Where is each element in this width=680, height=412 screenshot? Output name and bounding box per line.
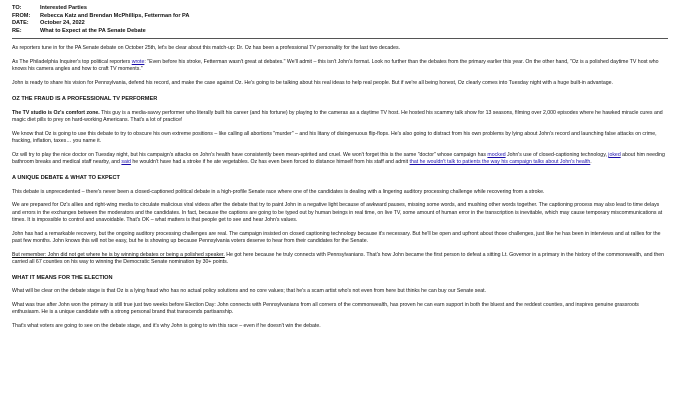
joked-link[interactable]: joked bbox=[608, 151, 621, 158]
tv-p3-text-a: Oz will try to play the nice doctor on Tuesday night, but his campaign's attacks on John's health have consistently been mean-spirited and cruel. We won't forget this is the same "doctor" whose campaign has bbox=[12, 151, 488, 158]
tv-p3-text-b: John's use of closed-captioning technology, bbox=[505, 151, 609, 158]
said-link[interactable]: said bbox=[121, 158, 131, 165]
memo-from-label: FROM: bbox=[12, 12, 31, 19]
election-paragraph-2: What was true after John won the primary is still true just two weeks before Election Day: John connects with Pennsylvanians from all corners of the commonwealth, has proven he can earn support in both the bluest and the reddest counties, and inspires genuine grassroots enthusiasm. He is a unique candidate with a strong personal brand that transcends partisanship. bbox=[12, 302, 639, 316]
memo-to-value: Interested Parties bbox=[40, 5, 87, 11]
memo-header bbox=[12, 5, 668, 35]
patients-link[interactable]: that he wouldn't talk to patients the way his campaign talks about John's health bbox=[409, 158, 591, 165]
intro-paragraph-1: As reporters tune in for the PA Senate debate on October 25th, let's be clear about this match-up: Dr. Oz has been a professional TV personality for the last two decades. bbox=[12, 45, 401, 52]
memo-from-row bbox=[12, 13, 668, 21]
debate-p4-text: He got here because he truly connects with Pennsylvanians. That's how John became the first person to defeat a sitting Lt. Governor in a primary in the history of the commonwealth, and then carried all 67 counties on his way to winning the Democratic Senate nomination by 30+ points. bbox=[12, 251, 665, 265]
section-heading-unique-debate: A UNIQUE DEBATE & WHAT TO EXPECT bbox=[12, 175, 120, 182]
debate-paragraph-1: This debate is unprecedented – there's never been a closed-captioned political debate in a high-profile Senate race where one of the candidates is dealing with a lingering auditory processing challenge while recovering from a stroke. bbox=[12, 188, 545, 195]
tv-paragraph-3 bbox=[12, 152, 668, 166]
inquirer-wrote-link[interactable]: wrote bbox=[131, 59, 145, 66]
tv-paragraph-1 bbox=[12, 110, 668, 124]
intro-p2-text-a: As The Philadelphia Inquirer's top political reporters bbox=[12, 59, 132, 66]
intro-paragraph-2 bbox=[12, 59, 668, 73]
memo-re-row bbox=[12, 28, 668, 36]
memo-from-value: Rebecca Katz and Brendan McPhillips, Fetterman for PA bbox=[40, 12, 190, 19]
intro-paragraph-3: John is ready to share his vision for Pennsylvania, defend his record, and make the case against Oz. He's going to be talking about his real ideas to help real people. But if we're all being honest, Oz clearly comes into Tuesday night with a huge built-in advantage. bbox=[12, 80, 613, 87]
election-paragraph-1: What will be clear on the debate stage is that Oz is a lying fraud who has no actual policy solutions and no core values; that he's a scam artist who's not even from here but thinks he can buy our Senate seat. bbox=[12, 288, 487, 295]
memo-to-row bbox=[12, 5, 668, 13]
debate-p4-underlined-lead: But remember: John did not get where he is by winning debates or being a polished speaker. bbox=[12, 251, 225, 258]
tv-p3-text-c: about him needing bathroom breaks and medical staff nearby, and bbox=[12, 151, 665, 165]
tv-p1-bold-lead: The TV studio is Oz's comfort zone. bbox=[12, 109, 100, 116]
debate-paragraph-2: We are prepared for Oz's allies and right-wing media to circulate malicious viral videos after the debate that try to paint John in a negative light because of awkward pauses, missing some words, and mushing other words together. The captioning process may also lead to time delays and errors in the exchanges between the moderators and the candidates. In fact, because the captions are going to be typed out by human beings in real time, on live TV, some amount of human error in the transcription is inevitable, which may cause temporary miscommunications at times. It is impossible to control and unavoidable. That's OK – what matters is that people get to see and hear John's values. bbox=[12, 202, 663, 223]
mocked-link[interactable]: mocked bbox=[487, 151, 506, 158]
memo-date-label: DATE: bbox=[12, 20, 29, 27]
debate-paragraph-3: John has had a remarkable recovery, but the ongoing auditory processing challenges are real. The campaign insisted on closed captioning technology because it's necessary. But he'll be open and upfront about those challenges, just like he has been in interviews and at rallies for the past few months. John knows this will not be easy, but he is showing up because Pennsylvania voters deserve to hear from their candidates for the Senate. bbox=[12, 230, 661, 244]
tv-p3-text-d: he wouldn't have had a stroke if he ate vegetables. Oz has even been forced to distance himself from his staff and admit bbox=[130, 158, 410, 165]
memo-re-value: What to Expect at the PA Senate Debate bbox=[40, 27, 146, 34]
tv-paragraph-2: We know that Oz is going to use this debate to try to obscure his own extreme positions – like calling all abortions "murder" – and his litany of disingenuous flip-flops. He's also going to distract from his own problems by lying about John's record and launching false attacks on crime, fracking, inflation, taxes… you name it. bbox=[12, 130, 657, 144]
memo-re-label: RE: bbox=[12, 27, 22, 34]
section-heading-tv-performer: OZ THE FRAUD IS A PROFESSIONAL TV PERFORMER bbox=[12, 96, 158, 103]
election-paragraph-3: That's what voters are going to see on the debate stage, and it's why John is going to win this race – even if he doesn't win the debate. bbox=[12, 323, 321, 330]
header-divider bbox=[12, 38, 668, 39]
section-heading-election: WHAT IT MEANS FOR THE ELECTION bbox=[12, 275, 113, 281]
memo-to-label: TO: bbox=[12, 5, 22, 11]
intro-p2-text-b: : "Even before his stroke, Fetterman wasn't great at debates." We'll admit – this isn't John's format. Look no further than the debates from the primary earlier this year. On the other hand, "Oz is a polished daytime TV host who knows his camera angles and how to craft TV moments." bbox=[12, 59, 659, 73]
memo-date-row bbox=[12, 20, 668, 28]
tv-p1-text: This guy is a media-savvy performer who literally built his career (and his fortune) by playing to the cameras as a daytime TV host. He hosted his scammy talk show for 13 seasons, filming over 2,000 episodes where he hawked miracle cures and magic diet pills to prey on hard-working Americans. That's a lot of practice! bbox=[12, 109, 663, 123]
debate-paragraph-4 bbox=[12, 252, 668, 266]
memo-date-value: October 24, 2022 bbox=[40, 20, 85, 27]
tv-p3-text-e: . bbox=[590, 158, 592, 165]
